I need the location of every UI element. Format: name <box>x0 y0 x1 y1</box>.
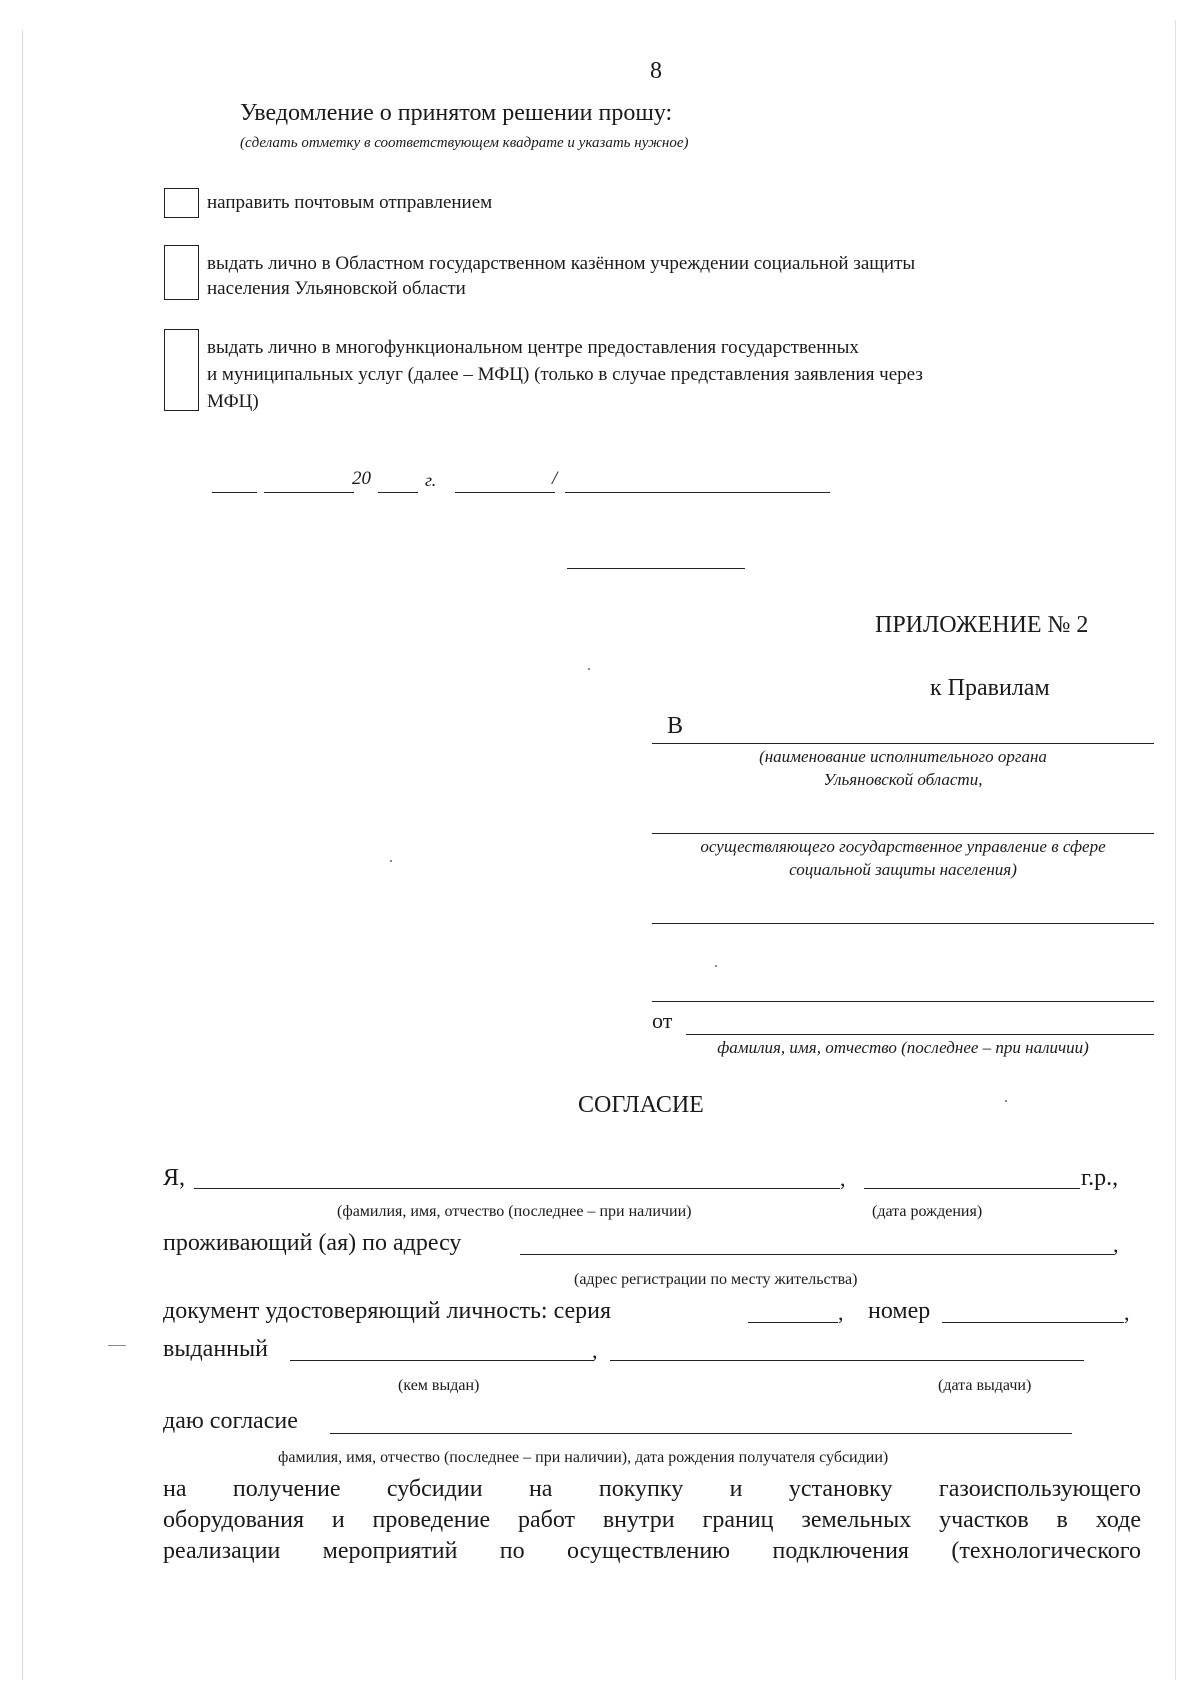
to-authority-line-2[interactable] <box>652 833 1154 834</box>
consent-title: СОГЛАСИЕ <box>578 1092 704 1118</box>
year-prefix: 20 <box>352 468 371 489</box>
series-comma: , <box>838 1300 844 1325</box>
option-mfc-label-line3: МФЦ) <box>207 391 259 412</box>
give-consent-label: даю согласие <box>163 1408 298 1434</box>
appendix-title: ПРИЛОЖЕНИЕ № 2 <box>875 612 1089 638</box>
consent-body-line-3: реализации мероприятий по осуществлению подключения (технологического <box>163 1538 1141 1564</box>
number-field[interactable] <box>942 1322 1124 1323</box>
name-decoding-blank[interactable] <box>565 492 830 493</box>
notification-hint: (сделать отметку в соответствующем квадрате и указать нужное) <box>240 135 689 151</box>
from-hint: фамилия, имя, отчество (последнее – при наличии) <box>717 1038 1089 1057</box>
to-authority-line[interactable] <box>652 743 1154 744</box>
doc-label: документ удостоверяющий личность: серия <box>163 1298 612 1324</box>
issued-by-field[interactable] <box>290 1360 594 1361</box>
option-mfc-label-line1: выдать лично в многофункциональном центре предоставления государственных <box>207 337 859 358</box>
dob-field[interactable] <box>864 1188 1080 1189</box>
option-ogku-checkbox[interactable] <box>164 245 199 300</box>
option-mfc-checkbox[interactable] <box>164 329 199 411</box>
issued-comma: , <box>592 1338 598 1363</box>
scan-speck <box>390 860 392 862</box>
page-number: 8 <box>650 58 662 84</box>
recipient-hint: фамилия, имя, отчество (последнее – при наличии), дата рождения получателя субсидии) <box>278 1449 889 1466</box>
fio-hint: (фамилия, имя, отчество (последнее – при наличии) <box>337 1203 692 1220</box>
day-blank[interactable] <box>212 492 257 493</box>
consent-body-line-2: оборудования и проведение работ внутри границ земельных участков в ходе <box>163 1507 1141 1533</box>
option-ogku-label-line2: населения Ульяновской области <box>207 278 466 299</box>
dob-hint: (дата рождения) <box>872 1203 983 1220</box>
number-label: номер <box>868 1298 931 1324</box>
year-blank[interactable] <box>378 492 418 493</box>
option-ogku-label-line1: выдать лично в Областном государственном казённом учреждении социальной защиты <box>207 253 916 274</box>
i-label: Я, <box>163 1165 186 1191</box>
to-hint-3: осуществляющего государственное управление в сфере <box>700 837 1106 856</box>
scan-speck <box>108 1345 126 1346</box>
option-post-label: направить почтовым отправлением <box>207 192 493 213</box>
to-hint-2: Ульяновской области, <box>823 770 983 789</box>
series-field[interactable] <box>748 1322 838 1323</box>
scan-speck <box>588 668 590 670</box>
recipient-field[interactable] <box>330 1433 1072 1434</box>
address-comma: , <box>1113 1232 1119 1257</box>
signature-separator: / <box>552 468 558 489</box>
address-label: проживающий (ая) по адресу <box>163 1230 462 1256</box>
year-suffix: г. <box>425 470 437 490</box>
month-blank[interactable] <box>264 492 354 493</box>
appendix-subtitle: к Правилам <box>930 675 1050 701</box>
consent-body-line-1: на получение субсидии на покупку и установку газоиспользующего <box>163 1476 1141 1502</box>
scan-speck <box>715 965 717 967</box>
to-hint-4: социальной защиты населения) <box>789 860 1017 879</box>
option-mfc-label-line2: и муниципальных услуг (далее – МФЦ) (только в случае представления заявления через <box>207 364 923 385</box>
scan-speck <box>1005 1100 1007 1102</box>
signature-blank[interactable] <box>455 492 555 493</box>
to-authority-line-4[interactable] <box>652 1001 1154 1002</box>
from-prefix: от <box>652 1008 673 1033</box>
page-edge-right <box>1175 20 1176 1680</box>
fio-field[interactable] <box>194 1188 840 1189</box>
gr-label: г.р., <box>1081 1165 1119 1191</box>
issue-date-field[interactable] <box>610 1360 1084 1361</box>
section-divider <box>567 568 745 569</box>
to-prefix: В <box>667 713 684 739</box>
page-edge-left <box>22 30 23 1680</box>
notification-heading: Уведомление о принятом решении прошу: <box>240 100 673 126</box>
address-field[interactable] <box>520 1254 1114 1255</box>
fio-comma: , <box>840 1166 846 1191</box>
issue-date-hint: (дата выдачи) <box>938 1377 1032 1394</box>
number-comma: , <box>1124 1300 1130 1325</box>
address-hint: (адрес регистрации по месту жительства) <box>574 1271 858 1288</box>
to-hint-1: (наименование исполнительного органа <box>759 747 1047 766</box>
issued-label: выданный <box>163 1336 268 1362</box>
option-post-checkbox[interactable] <box>164 188 199 218</box>
to-authority-line-3[interactable] <box>652 923 1154 924</box>
issued-by-hint: (кем выдан) <box>398 1377 480 1394</box>
from-name-line[interactable] <box>686 1034 1154 1035</box>
